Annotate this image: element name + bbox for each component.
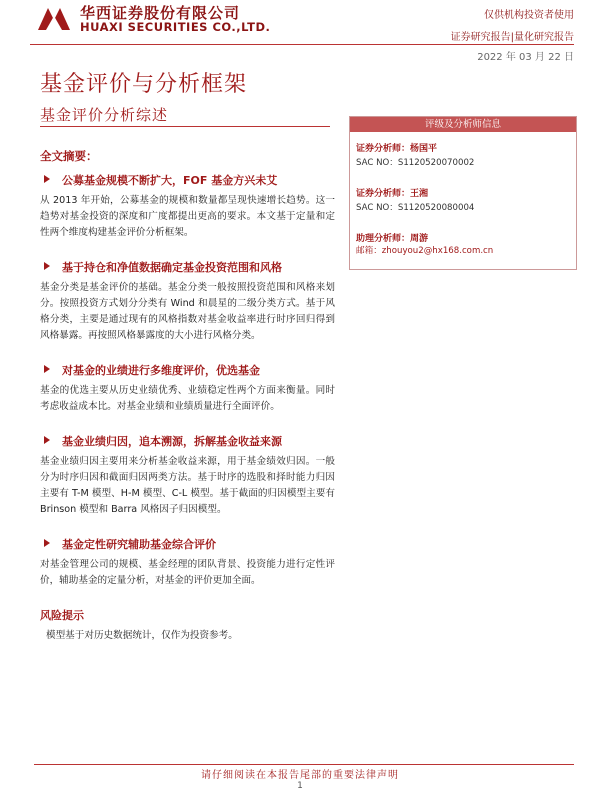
company-name-en: HUAXI SECURITIES CO.,LTD. <box>80 20 271 34</box>
analyst-sac: SAC NO：S1120520080004 <box>356 203 475 213</box>
summary-bullet: 基金业绩归因，追本溯源，拆解基金收益来源 <box>44 433 335 449</box>
summary-paragraph: 基金的优选主要从历史业绩优秀、业绩稳定性两个方面来衡量。同时考虑收益成本比。对基金业绩和业绩质量进行全面评价。 <box>40 385 335 412</box>
analyst-name: 王湘 <box>410 189 429 199</box>
risk-text: 模型基于对历史数据统计，仅作为投资参考。 <box>46 630 238 641</box>
analyst-entry <box>356 231 576 256</box>
triangle-bullet-icon <box>44 365 50 373</box>
analyst-role: 助理分析师： <box>356 234 411 244</box>
triangle-bullet-icon <box>44 175 50 183</box>
analyst-role: 证券分析师： <box>356 189 411 199</box>
summary-column <box>40 148 335 641</box>
report-date: 2022 年 03 月 22 日 <box>477 52 574 63</box>
summary-paragraph: 基金分类是基金评价的基础。基金分类一般按照投资范围和风格来划分。按照投资方式划分分类有 Wind 和晨星的二级分类方式。基于风格分类，主要是通过现有的风格指数对基金收益率进行时序回归得到风格暴露。再按照风格暴露度的大小进行风格分类。 <box>40 282 335 341</box>
report-type-label: 证券研究报告|量化研究报告 <box>450 32 574 43</box>
analyst-name: 周游 <box>410 234 429 244</box>
summary-bullet: 基金定性研究辅助基金综合评价 <box>44 536 335 552</box>
analyst-email-link[interactable]: 邮箱：zhouyou2@hx168.com.cn <box>356 246 494 256</box>
triangle-bullet-icon <box>44 262 50 270</box>
page-number: 1 <box>297 781 303 791</box>
summary-paragraph: 对基金管理公司的规模、基金经理的团队背景、投资能力进行定性评价，辅助基金的定量分析，对基金的评价更加全面。 <box>40 559 335 586</box>
footer-divider <box>34 764 574 765</box>
huaxi-logo-icon <box>34 4 74 32</box>
risk-heading: 风险提示 <box>40 609 84 622</box>
summary-heading: 全文摘要： <box>40 149 98 163</box>
analyst-name: 杨国平 <box>410 144 438 154</box>
analyst-entry <box>356 141 576 168</box>
company-name-cn: 华西证券股份有限公司 <box>80 4 241 22</box>
report-title: 基金评价与分析框架 <box>40 72 248 97</box>
triangle-bullet-icon <box>44 436 50 444</box>
header-divider <box>30 44 574 45</box>
legal-notice: 请仔细阅读在本报告尾部的重要法律声明 <box>201 770 399 781</box>
triangle-bullet-icon <box>44 539 50 547</box>
analyst-panel <box>349 116 577 270</box>
summary-bullet: 公募基金规模不断扩大，FOF 基金方兴未艾 <box>44 172 335 188</box>
disclaimer-label: 仅供机构投资者使用 <box>484 10 574 21</box>
analyst-role: 证券分析师： <box>356 144 411 154</box>
subtitle-underline <box>40 126 330 127</box>
summary-bullet: 基于持仓和净值数据确定基金投资范围和风格 <box>44 259 335 275</box>
report-subtitle: 基金评价分析综述 <box>40 106 169 124</box>
analyst-entry <box>356 186 576 213</box>
analyst-sac: SAC NO：S1120520070002 <box>356 158 475 168</box>
summary-paragraph: 基金业绩归因主要用来分析基金收益来源，用于基金绩效归因。一般分为时序归因和截面归因两类方法。基于时序的选股和择时能力归因主要有 T-M 模型、H-M 模型、C-L 模型。基于截面的归因模型主要有 Brinson 模型和 Barra 风格因子归因模型。 <box>40 456 335 515</box>
summary-bullet: 对基金的业绩进行多维度评价，优选基金 <box>44 362 335 378</box>
analyst-panel-header: 评级及分析师信息 <box>350 117 576 132</box>
summary-paragraph: 从 2013 年开始，公募基金的规模和数量都呈现快速增长趋势。这一趋势对基金投资的深度和广度都提出更高的要求。本文基于定量和定性两个维度构建基金评价分析框架。 <box>40 195 335 238</box>
